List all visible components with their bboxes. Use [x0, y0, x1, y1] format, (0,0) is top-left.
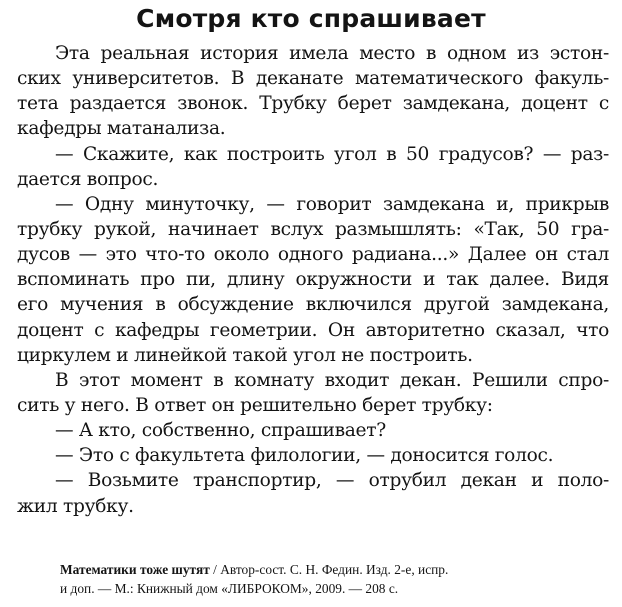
text-line: В этот момент в комнату входит декан. Решили спро- — [55, 369, 609, 391]
text-line: — Скажите, как построить угол в 50 градусов? — раз- — [55, 143, 609, 165]
text-line: кафедры матанализа. — [17, 118, 226, 140]
text-line: Эта реальная история имела место в одном из эстон- — [55, 43, 609, 64]
book-title: Математики тоже шутят — [60, 562, 210, 577]
text-line: — Это с факультета филологии, — доносится голос. — [55, 445, 554, 467]
citation-line-2: и доп. — М.: Книжный дом «ЛИБРОКОМ», 2009. — 208 с. — [60, 581, 399, 596]
text-line: — Одну минуточку, — говорит замдекана и, прикрыв — [55, 193, 609, 215]
text-line: его мучения в обсуждение включился другой замдекана, — [17, 294, 609, 316]
citation-details: / Автор-сост. С. Н. Федин. Изд. 2-е, испр. — [209, 562, 449, 577]
page-title: Смотря кто спрашивает — [136, 4, 486, 33]
story-body — [17, 41, 609, 519]
text-line: — Возьмите транспортир, — отрубил декан и поло- — [55, 470, 609, 492]
text-line: вспоминать про пи, длину окружности и так далее. Видя — [17, 269, 609, 291]
text-line: циркулем и линейкой такой угол не построить. — [17, 344, 473, 366]
citation-line-1 — [60, 560, 610, 579]
source-citation — [60, 560, 610, 598]
text-line: жил трубку. — [17, 495, 134, 517]
text-line: трубку рукой, начинает вслух размышлять: «Так, 50 гра- — [17, 218, 609, 240]
text-line: дусов — это что-то около одного радиана...» Далее он стал — [17, 244, 609, 266]
text-line: ских университетов. В деканате математического факуль- — [17, 68, 609, 90]
text-line: доцент с кафедры геометрии. Он авторитетно сказал, что — [17, 319, 609, 341]
text-line: дается вопрос. — [17, 168, 159, 190]
text-line: тета раздается звонок. Трубку берет замдекана, доцент с — [17, 93, 609, 115]
text-line: — А кто, собственно, спрашивает? — [55, 420, 386, 442]
text-line: сить у него. В ответ он решительно берет трубку: — [17, 394, 493, 416]
